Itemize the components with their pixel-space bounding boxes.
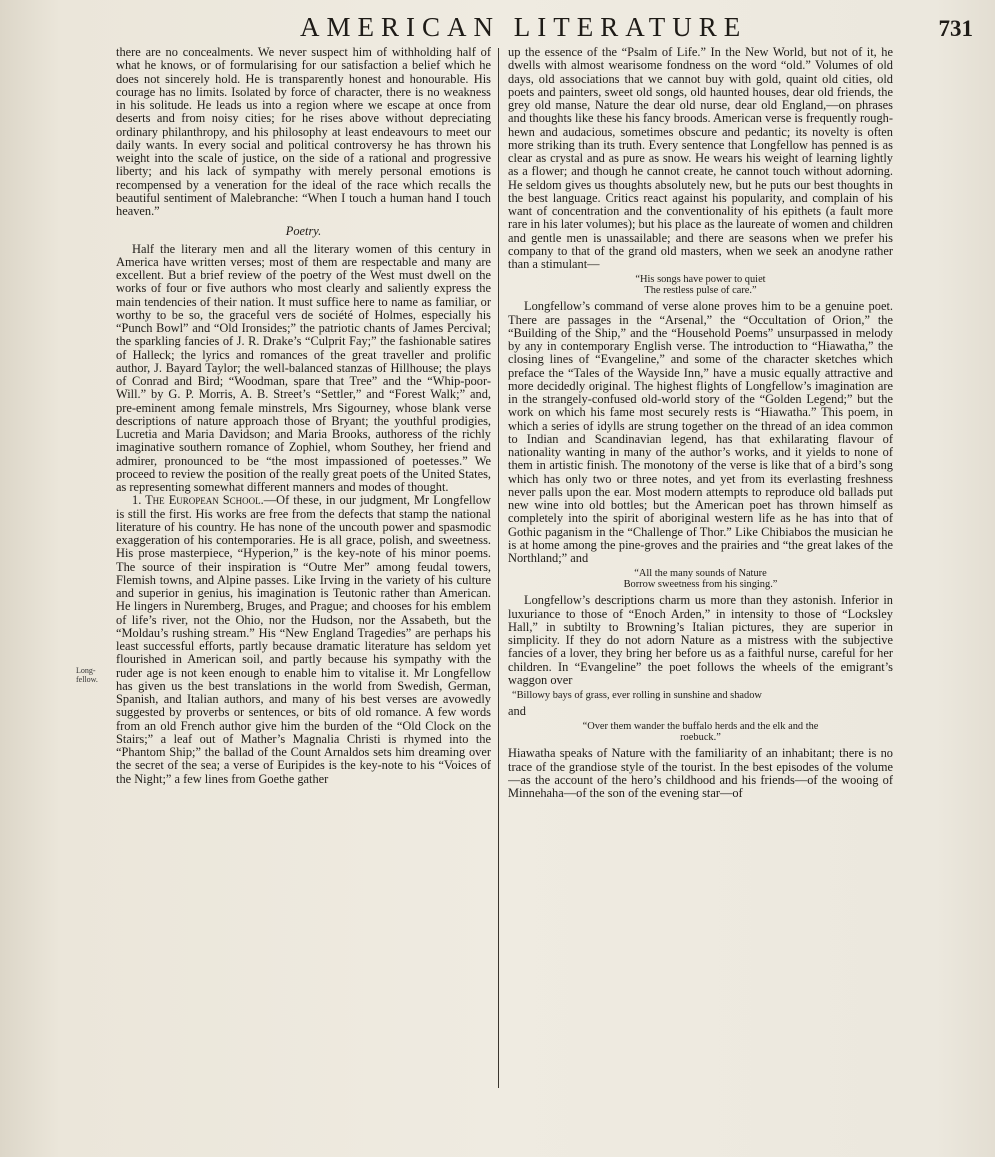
paragraph: there are no concealments. We never suspect him of withholding half of what he knows, or of formularising for our satisfaction a belief which he does not sincerely hold. He is transparently honest and honourable. His courage has no limits. Isolated by force of character, there is no weakness in his solitude. He leads us into a region where we escape at once from deserts and from noisy cities; for he rises above without depreciating ordinary philanthropy, and his philosophy at least endeavours to meet our daily wants. In every social and political controversy he has thrown his weight into the scale of justice, on the side of a rational and progressive liberty; and his lack of sympathy with merely personal emotions is recompensed by a veneration for the ideal of the race which recalls the beautiful sentiment of Malebranche: “When I touch a human hand I touch heaven.” (116, 46, 491, 218)
verse-line: roebuck.” (680, 732, 721, 744)
paragraph: Half the literary men and all the literary women of this century in America have written verses; most of them are respectable and many are excellent. But a brief review of the poetry of the West must dwell on the works of four or five authors who most clearly and saliently express the main tendencies of their nation. It must suffice here to name as familiar, or worthy to be so, the graceful vers de société of Holmes, especially his “Punch Bowl” and “Old Ironsides;” the patriotic chants of James Percival; the sparkling fancies of J. R. Drake’s “Culprit Fay;” the fashionable satires of Halleck; the lyrics and romances of the great traveller and prolific author, J. Bayard Taylor; the well-balanced stanzas of Hillhouse; the plays of Conrad and Bird; “Woodman, spare that Tree” and the “Whip-poor-Will.” by G. P. Morris, A. B. Street’s “Settler,” and “Forest Walk;” and, pre-eminent among female minstrels, Mrs Sigourney, whose blank verse descriptions of nature approach those of Bryant; the youthful prodigies, Lucretia and Maria Davidson; and Maria Brooks, authoress of the richly imaginative southern romance of Zophiel, whom Southey, her friend and admirer, pronounced to be “the most impassioned of poetesses.” We proceed to review the position of the really great poets of the United States, as representing somewhat different manners and modes of thought. (116, 241, 491, 494)
verse-quote (508, 568, 893, 590)
verse-line: “Over them wander the buffalo herds and the elk and the (582, 721, 819, 733)
verse-line: “His songs have power to quiet (635, 274, 766, 286)
paragraph-text: —Of these, in our judgment, Mr Longfellow is still the first. His works are free from the defects that stamp the national literature of his country. He has none of the uncouth power and spasmodic exaggeration of his contemporaries. He is all grace, polish, and sweetness. His prose masterpiece, “Hyperion,” is the key-note of his minor poems. The source of their inspiration is “Outre Mer” among feudal towers, Flemish towns, and Alpine passes. Like Irving in the variety of his culture and superior in genius, his imagination is Teutonic rather than American. He lingers in Nuremberg, Bruges, and Prague; and chooses for his emblem of life’s river, not the Ohio, nor the Hudson, nor the Assabeth, but the “Moldau’s rushing stream.” His “New England Tragedies” are perhaps his least successful efforts, partly because dramatic literature has seldom yet flourished in American soil, and partly because his sympathy with the ruder age is not keen enough to enable him to vitalise it. Mr Longfellow has given us the best translations in the world from Swedish, German, Spanish, and Italian authors, and many of his best verses are avowedly suggested by proverbs or sentences, or bits of old romance. A few words from an old French author give him the burden of the “Old Clock on the Stairs;” a leaf out of Mather’s Magnalia Christi is rhymed into the “Phantom Ship;” the ballad of the Count Arnaldos sets him dreaming over the secret of the sea; a verse of Euripides is the key-note to his “Voices of the Night;” a few lines from Goethe gather (116, 493, 491, 786)
school-label: 1. The European School. (132, 493, 264, 508)
verse-line: “All the many sounds of Nature (634, 568, 767, 580)
verse-quote (508, 274, 893, 296)
verse-line: Borrow sweetness from his singing.” (623, 579, 778, 591)
running-head (0, 12, 995, 46)
paragraph: Longfellow’s command of verse alone proves him to be a genuine poet. There are passages in the “Arsenal,” the “Occultation of Orion,” the “Building of the Ship,” and the “Household Poems” unsurpassed in melody by any in contemporary English verse. The introduction to “Hiawatha,” the closing lines of “Evangeline,” and some of the character sketches which preface the “Tales of the Wayside Inn,” have a music equally attractive and more decidedly original. The highest flights of Longfellow’s imagination are in the strangely-confused old-world story of the “Golden Legend;” but the work on which his fame most securely rests is “Hiawatha.” This poem, in which a series of idylls are strung together on the thread of an idea common to Indian and Scandinavian legend, has that exhilarating flavour of nationality wanting in many of the author’s works, and it yields to none of them in artistic finish. The monotony of the verse is like that of a bird’s song which has only two or three notes, and yet from its everlasting freshness never palls upon the ear. Most modern attempts to reproduce old ballads put new wine into old bottles; but the American poet has thrown himself as completely into the spirit of aboriginal western life as he has into that of Gothic paganism in the “Challenge of Thor.” Like Chibiabos the musician he is at home among the pine-groves and the prairies and “the great lakes of the Northland;” and (508, 299, 893, 565)
paragraph: Longfellow’s descriptions charm us more than they astonish. Inferior in luxuriance to those of “Enoch Arden,” in intensity to those of “Locksley Hall,” in subtilty to Browning’s Italian pictures, they are superior in simplicity. If they do not adorn Nature as a mistress with the subjective fancies of a lover, they bring her before us as a faithful nurse, careful for her children. In “Evangeline” the poet follows the wheels of the emigrant’s waggon over (508, 593, 893, 687)
paragraph: Hiawatha speaks of Nature with the familiarity of an inhabitant; there is no trace of the grandiose style of the tourist. In the best episodes of the volume—as the account of the hero’s childhood and his friends—of the wooing of Minnehaha—of the son of the evening star—of (508, 746, 893, 800)
right-column (508, 46, 893, 1106)
verse-quote (508, 721, 893, 743)
paragraph: up the essence of the “Psalm of Life.” In the New World, but not of it, he dwells with almost wearisome fondness on the word “old.” Volumes of old days, old associations that we cannot buy with gold, quaint old cities, old poets and painters, sweet old songs, old haunted houses, dear old friends, the grey old manse, Nature the dear old nurse, dear old England,—on phrases and thoughts like these his fancy broods. American verse is frequently rough-hewn and audacious, sometimes obscure and pedantic; its novelty is often more striking than its truth. Every sentence that Longfellow has penned is as clear as crystal and as pure as snow. He wears his weight of learning lightly as a flower; and though he cannot create, he cannot touch without adorning. He seldom gives us thoughts absolutely new, but he puts our best thoughts in the best language. Critics react against his popularity, and complain of his want of concentration and the conventionality of his epithets (a fault more rare in his later volumes); but his place as the laureate of women and children and gentle men is unassailable; and there are seasons when we prefer his company to that of the grand old masters, when we seek an anodyne rather than a stimulant— (508, 46, 893, 271)
verse-line: The restless pulse of care.” (644, 285, 757, 297)
paragraph-with-school-label (116, 494, 491, 786)
page-number: 731 (938, 16, 973, 41)
left-column (116, 46, 491, 1106)
page-bottom-margin (0, 1097, 995, 1157)
margin-note: Long-fellow. (76, 666, 98, 684)
column-divider (498, 48, 499, 1088)
section-heading: Poetry. (285, 224, 322, 239)
verse-quote: “Billowy bays of grass, ever rolling in sunshine and shadow (512, 690, 762, 701)
running-title: AMERICAN LITERATURE (300, 12, 748, 42)
connective-word: and (508, 704, 526, 718)
